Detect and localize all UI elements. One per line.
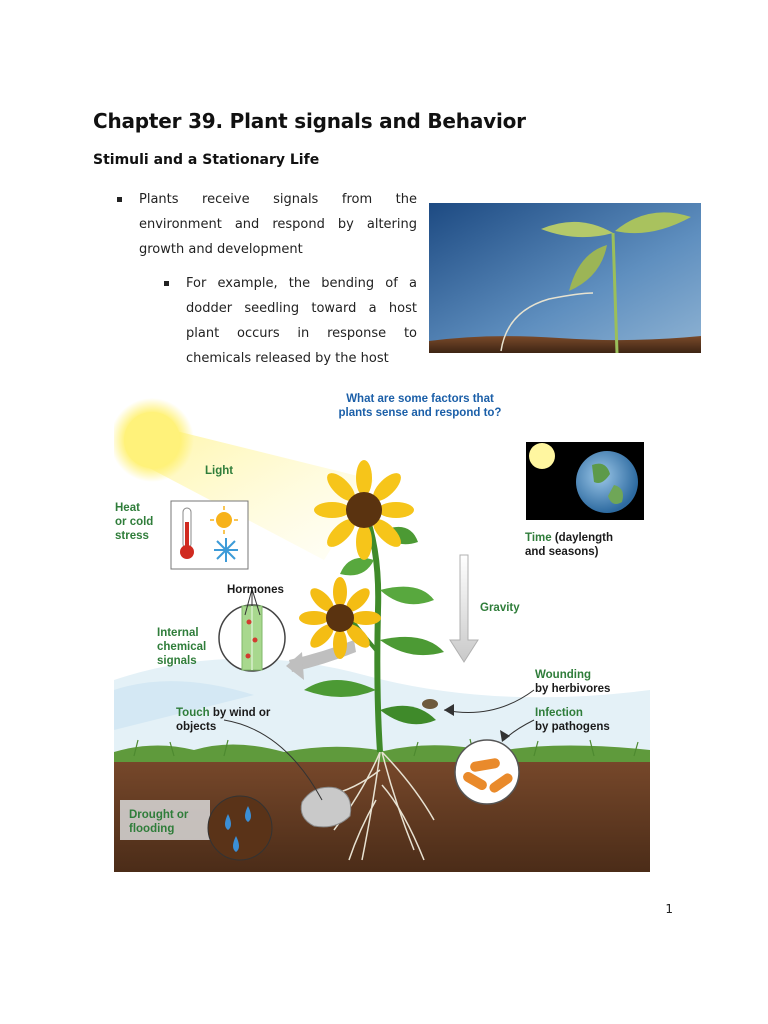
- dodder-seedling-photo: [429, 203, 701, 353]
- bullet-marker: [117, 197, 122, 202]
- label-infection: [535, 706, 610, 734]
- page-number: 1: [665, 902, 673, 916]
- label-wounding: [535, 668, 610, 696]
- label-touch-detail: by wind or objects: [176, 707, 271, 733]
- page-title: Chapter 39. Plant signals and Behavior: [93, 109, 526, 133]
- label-wounding-detail: by herbivores: [535, 683, 611, 695]
- bullet-marker: [164, 281, 169, 286]
- label-gravity: Gravity: [480, 602, 520, 614]
- label-touch-keyword: Touch: [176, 707, 210, 719]
- label-infection-detail: by pathogens: [535, 721, 610, 733]
- label-infection-keyword: Infection: [535, 707, 583, 719]
- label-light: Light: [205, 465, 234, 477]
- label-touch: [176, 706, 270, 734]
- section-title: Stimuli and a Stationary Life: [93, 152, 320, 168]
- bullet-item-1: Plants receive signals from the environment and respond by altering growth and development: [139, 192, 417, 257]
- label-internal-chemical-signals: Internal chemical signals: [157, 627, 207, 667]
- label-heat-cold-stress: Heat or cold stress: [115, 502, 154, 542]
- plant-stimuli-figure: [114, 390, 650, 872]
- label-drought-flooding: Drought or flooding: [129, 809, 189, 835]
- label-wounding-keyword: Wounding: [535, 669, 591, 681]
- label-time-keyword: Time: [525, 532, 552, 544]
- label-hormones: Hormones: [227, 584, 284, 596]
- figure-question: What are some factors that plants sense and respond to?: [338, 393, 502, 419]
- label-time-detail: (daylength and seasons): [525, 532, 613, 558]
- bullet-item-2: For example, the bending of a dodder seedling toward a host plant occurs in response to chemicals released by the host: [186, 276, 417, 366]
- label-time: [525, 531, 613, 559]
